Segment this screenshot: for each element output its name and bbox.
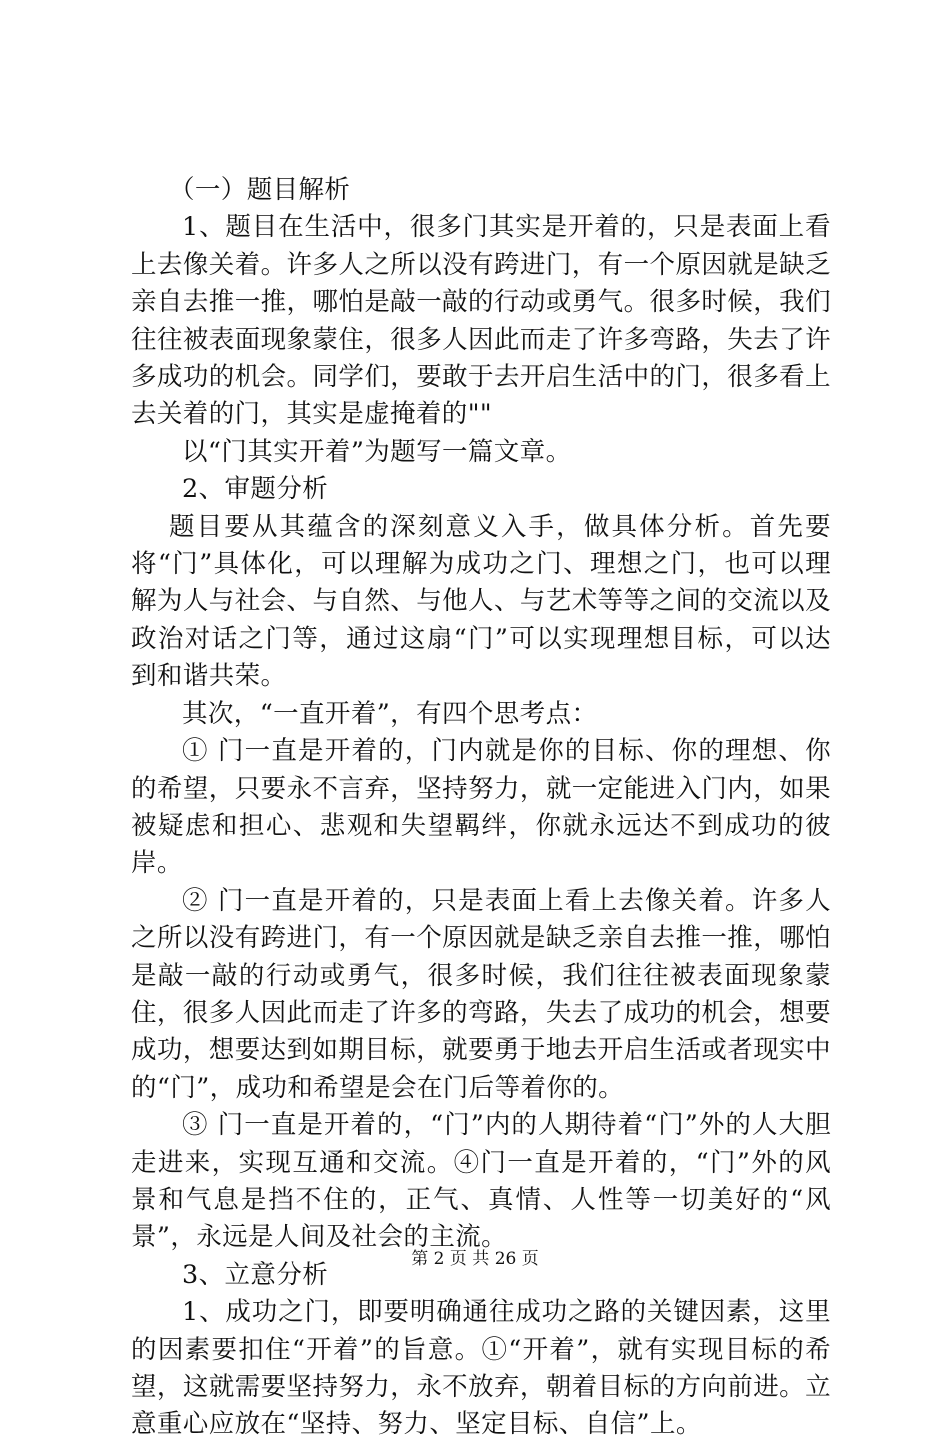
page-number-footer: 第 2 页 共 26 页 — [411, 1249, 539, 1269]
section-heading: 2、审题分析 — [182, 474, 329, 505]
section-heading: （一）题目解析 — [169, 175, 351, 205]
section-heading: 3、立意分析 — [182, 1259, 329, 1290]
body-paragraph: 1、题目在生活中，很多门其实是开着的，只是表面上看上去像关着。许多人之所以没有跨进门，有一个原因就是缺乏亲自去推一推，哪怕是敲一敲的行动或勇气。很多时候，我们往往被表面现象蒙住，很多人因此而走了许多弯路，失去了许多成功的机会。同学们，要敢于去开启生活中的门，很多看上去关着的门，其实是虚掩着的"" — [131, 212, 831, 430]
body-paragraph: 以“门其实开着”为题写一篇文章。 — [182, 436, 572, 467]
list-point: ③ 门一直是开着的，“门”内的人期待着“门”外的人大胆走进来，实现互通和交流。④门一直是开着的，“门”外的风景和气息是挡不住的，正气、真情、人性等一切美好的“风景”，永远是人间及社会的主流。 — [131, 1110, 831, 1253]
body-paragraph: 其次，“一直开着”，有四个思考点： — [182, 698, 598, 729]
body-paragraph: 1、成功之门，即要明确通往成功之路的关键因素，这里的因素要扣住“开着”的旨意。①“开着”，就有实现目标的希望，这就需要坚持努力，永不放弃，朝着目标的方向前进。立意重心应放在“坚持、努力、坚定目标、自信”上。 — [131, 1297, 831, 1440]
list-point: ② 门一直是开着的，只是表面上看上去像关着。许多人之所以没有跨进门，有一个原因就是缺乏亲自去推一推，哪怕是敲一敲的行动或勇气，很多时候，我们往往被表面现象蒙住，很多人因此而走了许多的弯路，失去了成功的机会，想要成功，想要达到如期目标，就要勇于地去开启生活或者现实中的“门”，成功和希望是会在门后等着你的。 — [131, 885, 831, 1103]
list-point: ① 门一直是开着的，门内就是你的目标、你的理想、你的希望，只要永不言弃，坚持努力，就一定能进入门内，如果被疑虑和担心、悲观和失望羁绊，你就永远达不到成功的彼岸。 — [131, 736, 831, 879]
body-paragraph: 题目要从其蕴含的深刻意义入手，做具体分析。首先要将“门”具体化，可以理解为成功之门、理想之门，也可以理解为人与社会、与自然、与他人、与艺术等等之间的交流以及政治对话之门等，通过这扇“门”可以实现理想目标，可以达到和谐共荣。 — [131, 511, 831, 692]
